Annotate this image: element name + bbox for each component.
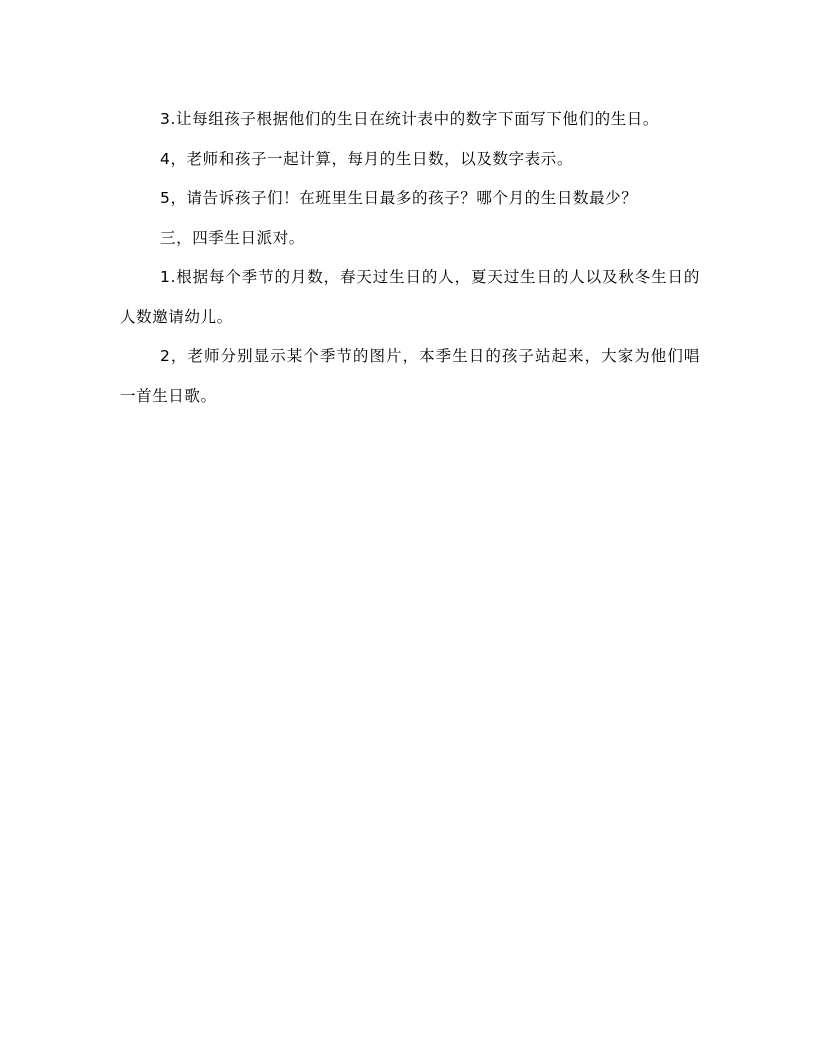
paragraph-season-step-1: 1.根据每个季节的月数，春天过生日的人，夏天过生日的人以及秋冬生日的人数邀请幼儿。: [120, 268, 700, 326]
paragraph-step-4: 4，老师和孩子一起计算，每月的生日数，以及数字表示。: [160, 149, 573, 168]
section-heading-seasons-party: 三，四季生日派对。: [160, 228, 305, 247]
paragraph-season-step-2: 2，老师分别显示某个季节的图片，本季生日的孩子站起来，大家为他们唱一首生日歌。: [120, 347, 700, 405]
paragraph-step-5: 5，请告诉孩子们！在班里生日最多的孩子？哪个月的生日数最少？: [160, 189, 638, 207]
paragraph-step-3: 3.让每组孩子根据他们的生日在统计表中的数字下面写下他们的生日。: [160, 110, 659, 128]
document-body: [120, 100, 700, 416]
